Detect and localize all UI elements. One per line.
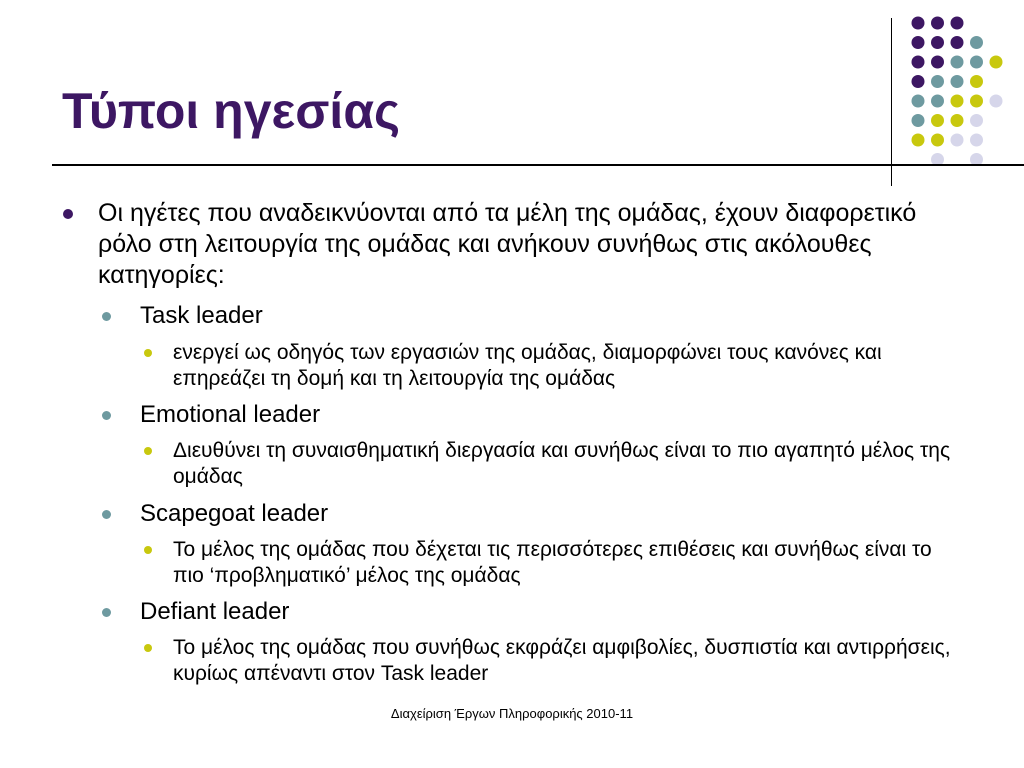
bullet-icon — [102, 608, 111, 617]
leader-type-emotional — [140, 400, 920, 430]
decorative-dot — [912, 75, 925, 88]
bullet-icon — [63, 209, 73, 219]
leader-type-description — [173, 635, 963, 687]
decorative-dot — [931, 56, 944, 69]
leader-type-name: Task leader — [140, 302, 263, 329]
decorative-dot — [912, 114, 925, 127]
decorative-dot — [912, 17, 925, 30]
leader-type-task — [140, 301, 920, 331]
decorative-dot — [912, 36, 925, 49]
leader-type-description — [173, 340, 963, 392]
title-underline — [52, 164, 1024, 166]
decorative-dot — [951, 114, 964, 127]
bullet-icon — [144, 546, 152, 554]
decorative-dot-grid — [900, 12, 1010, 172]
decorative-dot — [970, 95, 983, 108]
decorative-dot — [931, 95, 944, 108]
leader-type-defiant — [140, 597, 920, 627]
intro-bullet — [98, 198, 928, 291]
decorative-dot — [931, 134, 944, 147]
decorative-dot — [990, 56, 1003, 69]
decorative-dot — [951, 134, 964, 147]
leader-type-description — [173, 537, 963, 589]
leader-type-description-text: ενεργεί ως οδηγός των εργασιών της ομάδας, διαμορφώνει τους κανόνες και επηρεάζει τη δομή και τη λειτουργία της ομάδας — [173, 341, 882, 390]
decorative-dot — [931, 36, 944, 49]
decorative-dot — [951, 17, 964, 30]
vertical-divider — [891, 18, 892, 186]
leader-type-description-text: Διευθύνει τη συναισθηματική διεργασία και συνήθως είναι το πιο αγαπητό μέλος της ομάδας — [173, 439, 951, 488]
leader-type-name: Emotional leader — [140, 401, 321, 428]
decorative-dot — [970, 114, 983, 127]
decorative-dot — [970, 134, 983, 147]
decorative-dot — [912, 95, 925, 108]
bullet-icon — [102, 411, 111, 420]
decorative-dot — [931, 114, 944, 127]
decorative-dot — [912, 134, 925, 147]
bullet-icon — [144, 349, 152, 357]
decorative-dot — [951, 56, 964, 69]
leader-type-description-text: Το μέλος της ομάδας που δέχεται τις περισσότερες επιθέσεις και συνήθως είναι το πιο ‘προβληματικό’ μέλος της ομάδας — [173, 538, 932, 587]
decorative-dot — [970, 36, 983, 49]
intro-text: Οι ηγέτες που αναδεικνύονται από τα μέλη της ομάδας, έχουν διαφορετικό ρόλο στη λειτουργία της ομάδας και ανήκουν συνήθως στις ακόλουθες κατηγορίες: — [98, 199, 917, 289]
leader-type-description-text: Το μέλος της ομάδας που συνήθως εκφράζει αμφιβολίες, δυσπιστία και αντιρρήσεις, κυρίως απέναντι στον Task leader — [173, 636, 951, 685]
decorative-dot — [951, 95, 964, 108]
decorative-dot — [970, 75, 983, 88]
decorative-dot — [951, 36, 964, 49]
bullet-icon — [102, 312, 111, 321]
slide-title: Τύποι ηγεσίας — [62, 83, 401, 139]
leader-type-description — [173, 438, 963, 490]
bullet-icon — [144, 447, 152, 455]
bullet-icon — [144, 644, 152, 652]
decorative-dot — [912, 56, 925, 69]
leader-type-name: Defiant leader — [140, 598, 290, 625]
decorative-dot — [931, 75, 944, 88]
decorative-dot — [931, 17, 944, 30]
bullet-icon — [102, 510, 111, 519]
slide-footer: Διαχείριση Έργων Πληροφορικής 2010-11 — [390, 706, 634, 721]
decorative-dot — [951, 75, 964, 88]
leader-type-scapegoat — [140, 499, 920, 529]
decorative-dot — [990, 95, 1003, 108]
decorative-dot — [970, 56, 983, 69]
leader-type-name: Scapegoat leader — [140, 500, 329, 527]
